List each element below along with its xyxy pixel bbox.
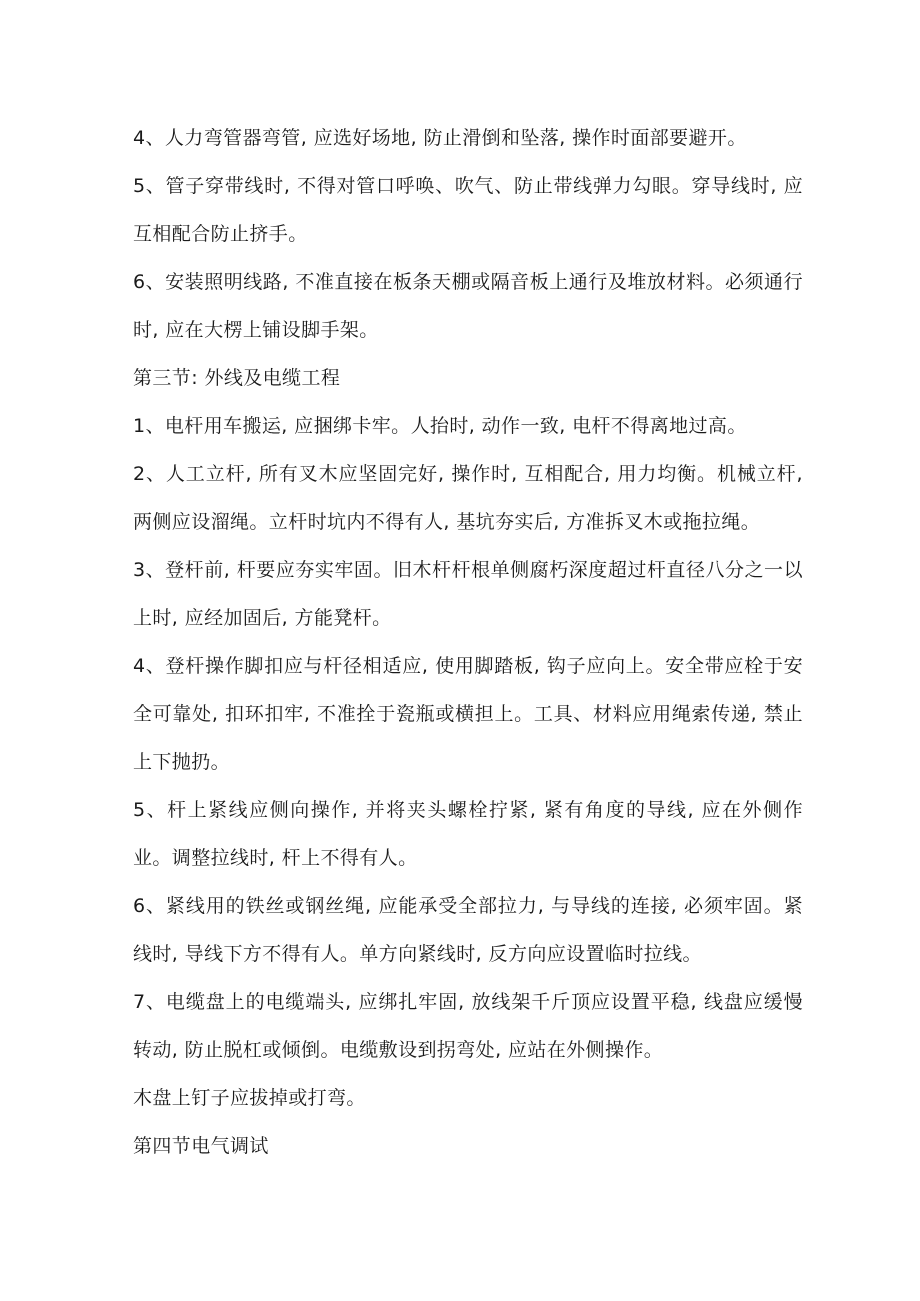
document-body xyxy=(133,114,803,1170)
paragraph-item-5-wire-threading: 5、管子穿带线时, 不得对管口呼唤、吹气、防止带线弹力勾眼。穿导线时, 应互相配合防止挤手。 xyxy=(133,175,803,245)
paragraph-item-2-pole-erection: 2、人工立杆, 所有叉木应坚固完好, 操作时, 互相配合, 用力均衡。机械立杆, 两侧应设溜绳。立杆时坑内不得有人, 基坑夯实后, 方准拆叉木或拖拉绳。 xyxy=(133,463,803,533)
paragraph-item-4-climbing-gear: 4、登杆操作脚扣应与杆径相适应, 使用脚踏板, 钩子应向上。安全带应栓于安全可靠处, 扣环扣牢, 不准拴于瓷瓶或横担上。工具、材料应用绳索传递, 禁止上下抛扔。 xyxy=(133,655,803,773)
paragraph-item-5-tightening: 5、杆上紧线应侧向操作, 并将夹头螺栓拧紧, 紧有角度的导线, 应在外侧作业。调整拉线时, 杆上不得有人。 xyxy=(133,799,803,869)
paragraph-item-6-lighting: 6、安装照明线路, 不准直接在板条天棚或隔音板上通行及堆放材料。必须通行时, 应在大楞上铺设脚手架。 xyxy=(133,271,803,341)
paragraph-item-4-bending: 4、人力弯管器弯管, 应选好场地, 防止滑倒和坠落, 操作时面部要避开。 xyxy=(133,127,747,149)
section-heading-4: 第四节电气调试 xyxy=(133,1135,269,1157)
paragraph-wood-drum-nails: 木盘上钉子应拔掉或打弯。 xyxy=(133,1087,366,1109)
paragraph-item-3-pole-climbing: 3、登杆前, 杆要应夯实牢固。旧木杆杆根单侧腐朽深度超过杆直径八分之一以上时, 应经加固后, 方能凳杆。 xyxy=(133,559,803,629)
paragraph-item-6-wire-rope: 6、紧线用的铁丝或钢丝绳, 应能承受全部拉力, 与导线的连接, 必须牢固。紧线时, 导线下方不得有人。单方向紧线时, 反方向应设置临时拉线。 xyxy=(133,895,803,965)
section-heading-3: 第三节: 外线及电缆工程 xyxy=(133,367,341,389)
paragraph-item-7-cable-drum: 7、电缆盘上的电缆端头, 应绑扎牢固, 放线架千斤顶应设置平稳, 线盘应缓慢转动, 防止脱杠或倾倒。电缆敷设到拐弯处, 应站在外侧操作。 xyxy=(133,991,803,1061)
paragraph-item-1-pole-transport: 1、电杆用车搬运, 应捆绑卡牢。人抬时, 动作一致, 电杆不得离地过高。 xyxy=(133,415,747,437)
